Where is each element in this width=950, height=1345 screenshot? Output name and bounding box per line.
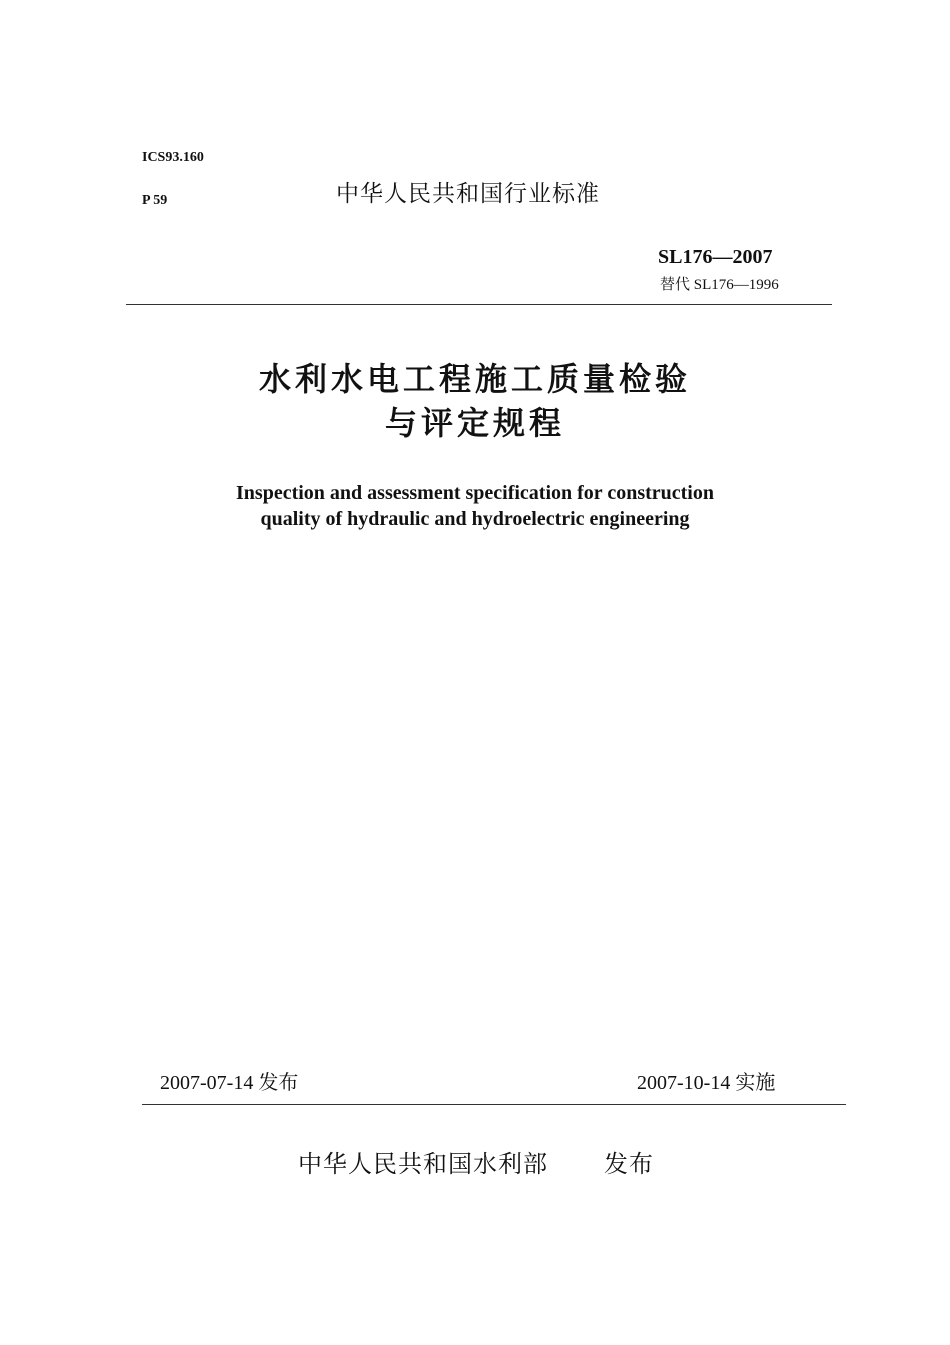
issuing-authority: 中华人民共和国水利部	[298, 1150, 548, 1178]
title-cn-line1: 水利水电工程施工质量检验	[258, 360, 691, 398]
issue-date: 2007-07-14 发布	[160, 1072, 299, 1094]
standard-number: SL176—2007	[658, 246, 773, 268]
title-cn-line2: 与评定规程	[384, 404, 565, 442]
implementation-date: 2007-10-14 实施	[637, 1072, 776, 1094]
industry-standard-heading: 中华人民共和国行业标准	[336, 181, 600, 207]
title-en-line2: quality of hydraulic and hydroelectric engineering	[260, 508, 690, 530]
classification-code: P 59	[142, 193, 168, 208]
ics-code: ICS93.160	[142, 150, 204, 165]
title-en-line1: Inspection and assessment specification for construction	[236, 482, 714, 504]
top-divider	[126, 304, 832, 305]
bottom-divider	[142, 1104, 846, 1105]
issued-label: 发布	[604, 1150, 654, 1178]
replaced-standard: 替代 SL176—1996	[660, 277, 779, 293]
